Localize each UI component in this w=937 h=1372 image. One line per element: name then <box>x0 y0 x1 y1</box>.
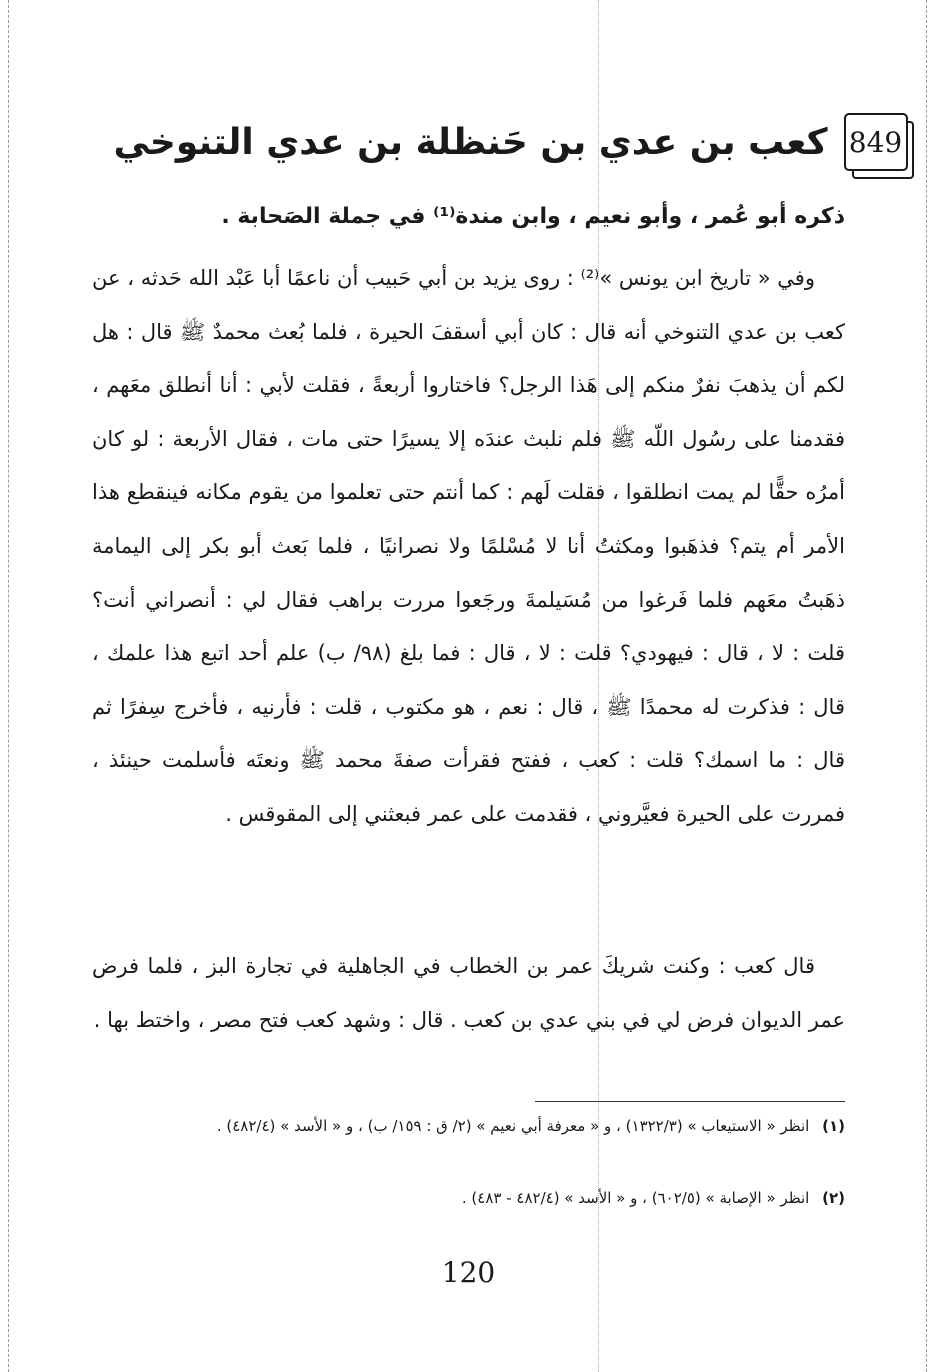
page-number: 120 <box>441 1256 496 1289</box>
entry-header <box>113 100 903 184</box>
entry-title: كعب بن عدي بن حَنظلة بن عدي التنوخي <box>113 121 828 163</box>
closing-paragraph-text: قال كعب : وكنت شريكَ عمر بن الخطاب في الجاهلية في تجارة البز ، فلما فرض عمر الديوان فرض لي في بني عدي بن كعب . قال : وشهد كعب فتح مصر ، واختط بها . <box>92 954 845 1032</box>
intro-paragraph: ذكره أبو عُمر ، وأبو نعيم ، وابن مندة⁽¹⁾ في جملة الصَحابة . <box>221 204 845 229</box>
footnote-2-mark: (٢) <box>822 1189 845 1207</box>
footnote-1-mark: (١) <box>822 1117 845 1135</box>
page-margin-guide-left <box>8 0 9 1372</box>
closing-paragraph <box>92 940 845 1047</box>
main-paragraph-text: وفي « تاريخ ابن يونس »⁽²⁾ : روى يزيد بن أبي حَبيب أن ناعمًا أبا عَبْد الله حَدثه ، عن كعب بن عدي التنوخي أنه قال : كان أبي أسقفَ الحيرة ، فلما بُعث محمدٌ ﷺ قال : هل لكم أن يذهبَ نفرٌ منكم إلى هَذا الرجل؟ فاختاروا أربعةً ، فقلت لأبي : أنا أنطلق معَهم ، فقدمنا على رسُول اللّه ﷺ فلم نلبث عندَه إلا يسيرًا حتى مات ، فقال الأربعة : لو كان أمرُه حقًّا لم يمت انطلقوا ، فقلت لَهم : كما أنتم حتى تعلموا من يقوم مكانه فينقطع هذا الأمر أم يتم؟ فذهَبوا ومكثتُ أنا لا مُسْلمًا ولا نصرانيًا ، فلما بَعث أبو بكر إلى اليمامة ذهَبتُ معَهم فلما فَرغوا من مُسَيلمةَ ورجَعوا مررت براهب فقال لي : أنصراني أنت؟ قلت : لا ، قال : فيهودي؟ قلت : لا ، قال : فما بلغ (٩٨/ ب) علم أحد اتبع هذا علمك ، قال : فذكرت له محمدًا ﷺ ، قال : نعم ، هو مكتوب ، قلت : فأرنيه ، فأخرج سِفرًا ثم قال : ما اسمك؟ قلت : كعب ، ففتح فقرأت صفةَ محمد ﷺ ونعتَه فأسلمت حينئذ ، فمررت على الحيرة فعيَّروني ، فقدمت على عمر فبعثني إلى المقوقس . <box>92 266 845 826</box>
footnote-2 <box>92 1184 845 1212</box>
entry-number: 849 <box>844 113 908 171</box>
footnote-1 <box>92 1112 845 1140</box>
footnote-1-text: انظر « الاستيعاب » (١٣٢٢/٣) ، و « معرفة أبي نعيم » (٢/ ق : ١٥٩/ ب) ، و « الأسد » (٤٨٢/٤) . <box>216 1117 810 1135</box>
page-margin-guide-right <box>926 0 927 1372</box>
main-paragraph <box>92 252 845 842</box>
footnote-separator <box>535 1101 845 1102</box>
footnote-2-text: انظر « الإصابة » (٦٠٢/٥) ، و « الأسد » (٤٨٢/٤ - ٤٨٣) . <box>461 1189 810 1207</box>
